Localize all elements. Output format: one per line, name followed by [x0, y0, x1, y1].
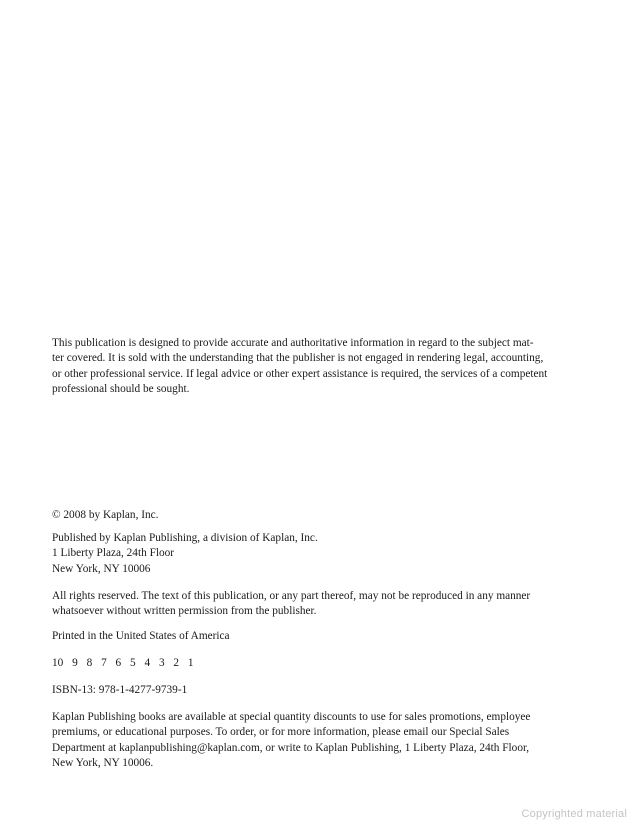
publisher-city: New York, NY 10006: [52, 562, 151, 575]
special-sales-line: premiums, or educational purposes. To order, or for more information, please email our Special Sales: [52, 726, 510, 739]
print-number-line: 10 9 8 7 6 5 4 3 2 1: [52, 657, 194, 669]
copyright-watermark: Copyrighted material: [521, 808, 627, 820]
publisher-address: 1 Liberty Plaza, 24th Floor: [52, 547, 175, 560]
special-sales-line: Kaplan Publishing books are available at special quantity discounts to use for sales promotions, employee: [52, 711, 531, 723]
disclaimer-line: professional should be sought.: [52, 383, 190, 396]
special-sales-info: [52, 710, 552, 772]
publisher-name: Published by Kaplan Publishing, a division of Kaplan, Inc.: [52, 532, 318, 544]
publisher-info: [52, 531, 552, 577]
rights-line: All rights reserved. The text of this publication, or any part thereof, may not be reproduced in any manner: [52, 590, 531, 602]
rights-reserved: [52, 589, 552, 620]
legal-disclaimer: [52, 336, 552, 398]
disclaimer-line: This publication is designed to provide accurate and authoritative information in regard to the subject mat-: [52, 337, 534, 349]
special-sales-line: Department at kaplanpublishing@kaplan.com, or write to Kaplan Publishing, 1 Liberty Plaza, 24th Floor,: [52, 741, 530, 754]
copyright-notice: © 2008 by Kaplan, Inc.: [52, 509, 159, 521]
rights-line: whatsoever without written permission from the publisher.: [52, 605, 317, 618]
printed-in: Printed in the United States of America: [52, 630, 230, 642]
disclaimer-line: ter covered. It is sold with the understanding that the publisher is not engaged in rendering legal, accounting,: [52, 352, 544, 365]
isbn: ISBN-13: 978-1-4277-9739-1: [52, 684, 188, 696]
special-sales-line: New York, NY 10006.: [52, 757, 154, 770]
disclaimer-line: or other professional service. If legal advice or other expert assistance is required, the services of a competent: [52, 367, 548, 380]
